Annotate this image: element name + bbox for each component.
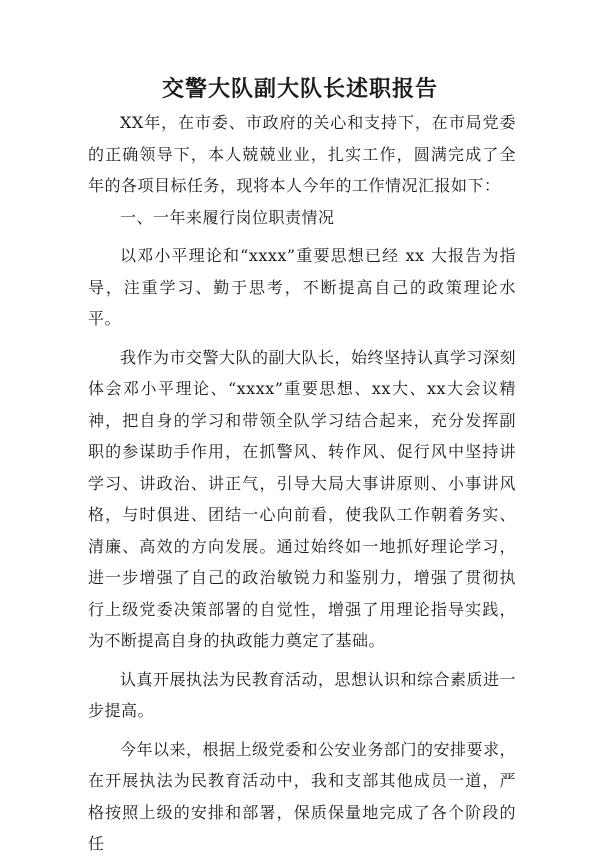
document-title: 交警大队副大队长述职报告 [161, 77, 438, 102]
paragraph-this-year: 今年以来，根据上级党委和公安业务部门的安排要求，在开展执法为民教育活动中，我和支部其他成员一道，严格按照上级的安排和部署，保质保量地完成了各个阶段的任 [88, 739, 517, 853]
paragraph-theory-guidance: 以邓小平理论和“xxxx”重要思想已经 xx 大报告为指导，注重学习、勤于思考，不断提高自己的政策理论水平。 [88, 246, 516, 328]
paragraph-intro: XX年，在市委、市政府的关心和支持下，在市局党委的正确领导下，本人兢兢业业，扎实工作，圆满完成了全年的各项目标任务，现将本人今年的工作情况汇报如下： [88, 113, 516, 195]
document-body [88, 107, 516, 860]
paragraph-deputy-role: 我作为市交警大队的副大队长，始终坚持认真学习深刻体会邓小平理论、“xxxx”重要思想、xx大、xx大会议精神，把自身的学习和带领全队学习结合起来，充分发挥副职的参谋助手作用，在抓警风、转作风、促行风中坚持讲学习、讲政治、讲正气，引导大局大事讲原则、小事讲风格，与时俱进、团结一心向前看，使我队工作朝着务实、清廉、高效的方向发展。通过始终如一地抓好理论学习，进一步增强了自己的政治敏锐力和鉴别力，增强了贯彻执行上级党委决策部署的自觉性，增强了用理论指导实践，为不断提高自身的执政能力奠定了基础。 [88, 347, 517, 650]
section-heading-duties: 一、一年来履行岗位职责情况 [120, 207, 335, 227]
paragraph-education-activity: 认真开展执法为民教育活动，思想认识和综合素质进一步提高。 [88, 669, 517, 720]
